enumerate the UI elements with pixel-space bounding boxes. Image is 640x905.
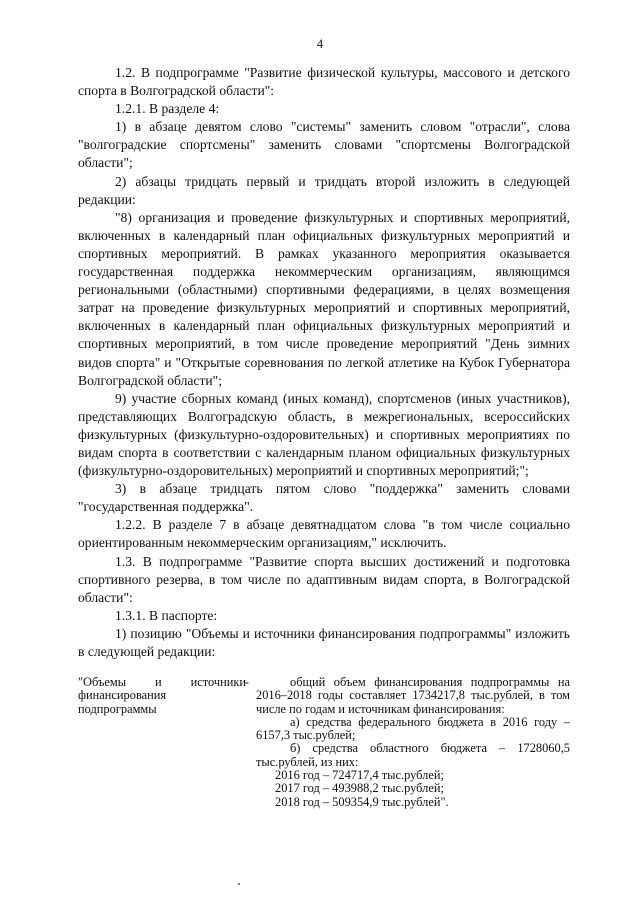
paragraph-quote-9: 9) участие сборных команд (иных команд), спортсменов (иных участников), представляющих Волгоградскую область, в межрегиональных, всероссийских физкультурных (физкультурно-оздоровительных) и спортивных мероприятиях по видам спорта в соответствии с календарным планом официальных физкультурных (физкультурно-оздоровительных) мероприятий и спортивных мероприятий;"; xyxy=(78,390,570,479)
financing-year-2018: 2018 год – 509354,9 тыс.рублей". xyxy=(275,794,449,809)
financing-label-cell xyxy=(78,675,249,716)
financing-year-2016: 2016 год – 724717,4 тыс.рублей; xyxy=(275,768,444,783)
paragraph-1-2-2: 1.2.2. В разделе 7 в абзаце девятнадцатом слова "в том числе социально ориентированным некоммерческим организациям," исключить. xyxy=(78,517,570,551)
page-number: 4 xyxy=(316,37,324,51)
paragraph-item-1: 1) в абзаце девятом слово "системы" заменить словом "отрасли", слова "волгоградские спортсмены" заменить словами "спортсмены Волгоградской области"; xyxy=(78,119,570,171)
financing-label: "Объемы и источники финансирования подпрограммы xyxy=(78,675,246,716)
financing-dash: - xyxy=(244,675,249,689)
paragraph-position-1: 1) позицию "Объемы и источники финансирования подпрограммы" изложить в следующей редакции: xyxy=(78,625,570,659)
scan-speck xyxy=(238,883,240,885)
paragraph-1-2: 1.2. В подпрограмме "Развитие физической культуры, массового и детского спорта в Волгоградской области": xyxy=(78,65,570,99)
paragraph-1-2-1: 1.2.1. В разделе 4: xyxy=(115,101,220,117)
paragraph-1-3-1: 1.3.1. В паспорте: xyxy=(115,607,218,623)
financing-regional: б) средства областного бюджета – 1728060,5 тыс.рублей, из них: xyxy=(256,741,570,769)
paragraph-quote-8: "8) организация и проведение физкультурных и спортивных мероприятий, включенных в календарный план официальных физкультурных мероприятий и спортивных мероприятий. В рамках указанного мероприятия оказывается государственная поддержка некоммерческим организациям, являющимся региональными (областными) спортивными федерациями, в целях возмещения затрат на проведение физкультурных мероприятий и спортивных мероприятий, включенных в календарный план официальных физкультурных мероприятий и спортивных мероприятий, в том числе проведение мероприятий "День зимних видов спорта" и "Открытые соревнования по легкой атлетике на Кубок Губернатора Волгоградской области"; xyxy=(78,209,570,388)
paragraph-item-2: 2) абзацы тридцать первый и тридцать второй изложить в следующей редакции: xyxy=(78,173,570,207)
financing-year-2017: 2017 год – 493988,2 тыс.рублей; xyxy=(275,781,444,796)
financing-federal: а) средства федерального бюджета в 2016 году – 6157,3 тыс.рублей; xyxy=(256,714,570,743)
financing-value-cell xyxy=(256,676,570,809)
paragraph-1-3: 1.3. В подпрограмме "Развитие спорта высших достижений и подготовка спортивного резерва, в том числе по адаптивным видам спорта, в Волгоградской области": xyxy=(78,553,570,605)
document-body xyxy=(78,64,570,661)
financing-total: общий объем финансирования подпрограммы на 2016–2018 годы составляет 1734217,8 тыс.рублей, в том числе по годам и источникам финансирования: xyxy=(256,675,570,716)
paragraph-item-3: 3) в абзаце тридцать пятом слово "поддержка" заменить словами "государственная поддержка". xyxy=(78,481,570,515)
